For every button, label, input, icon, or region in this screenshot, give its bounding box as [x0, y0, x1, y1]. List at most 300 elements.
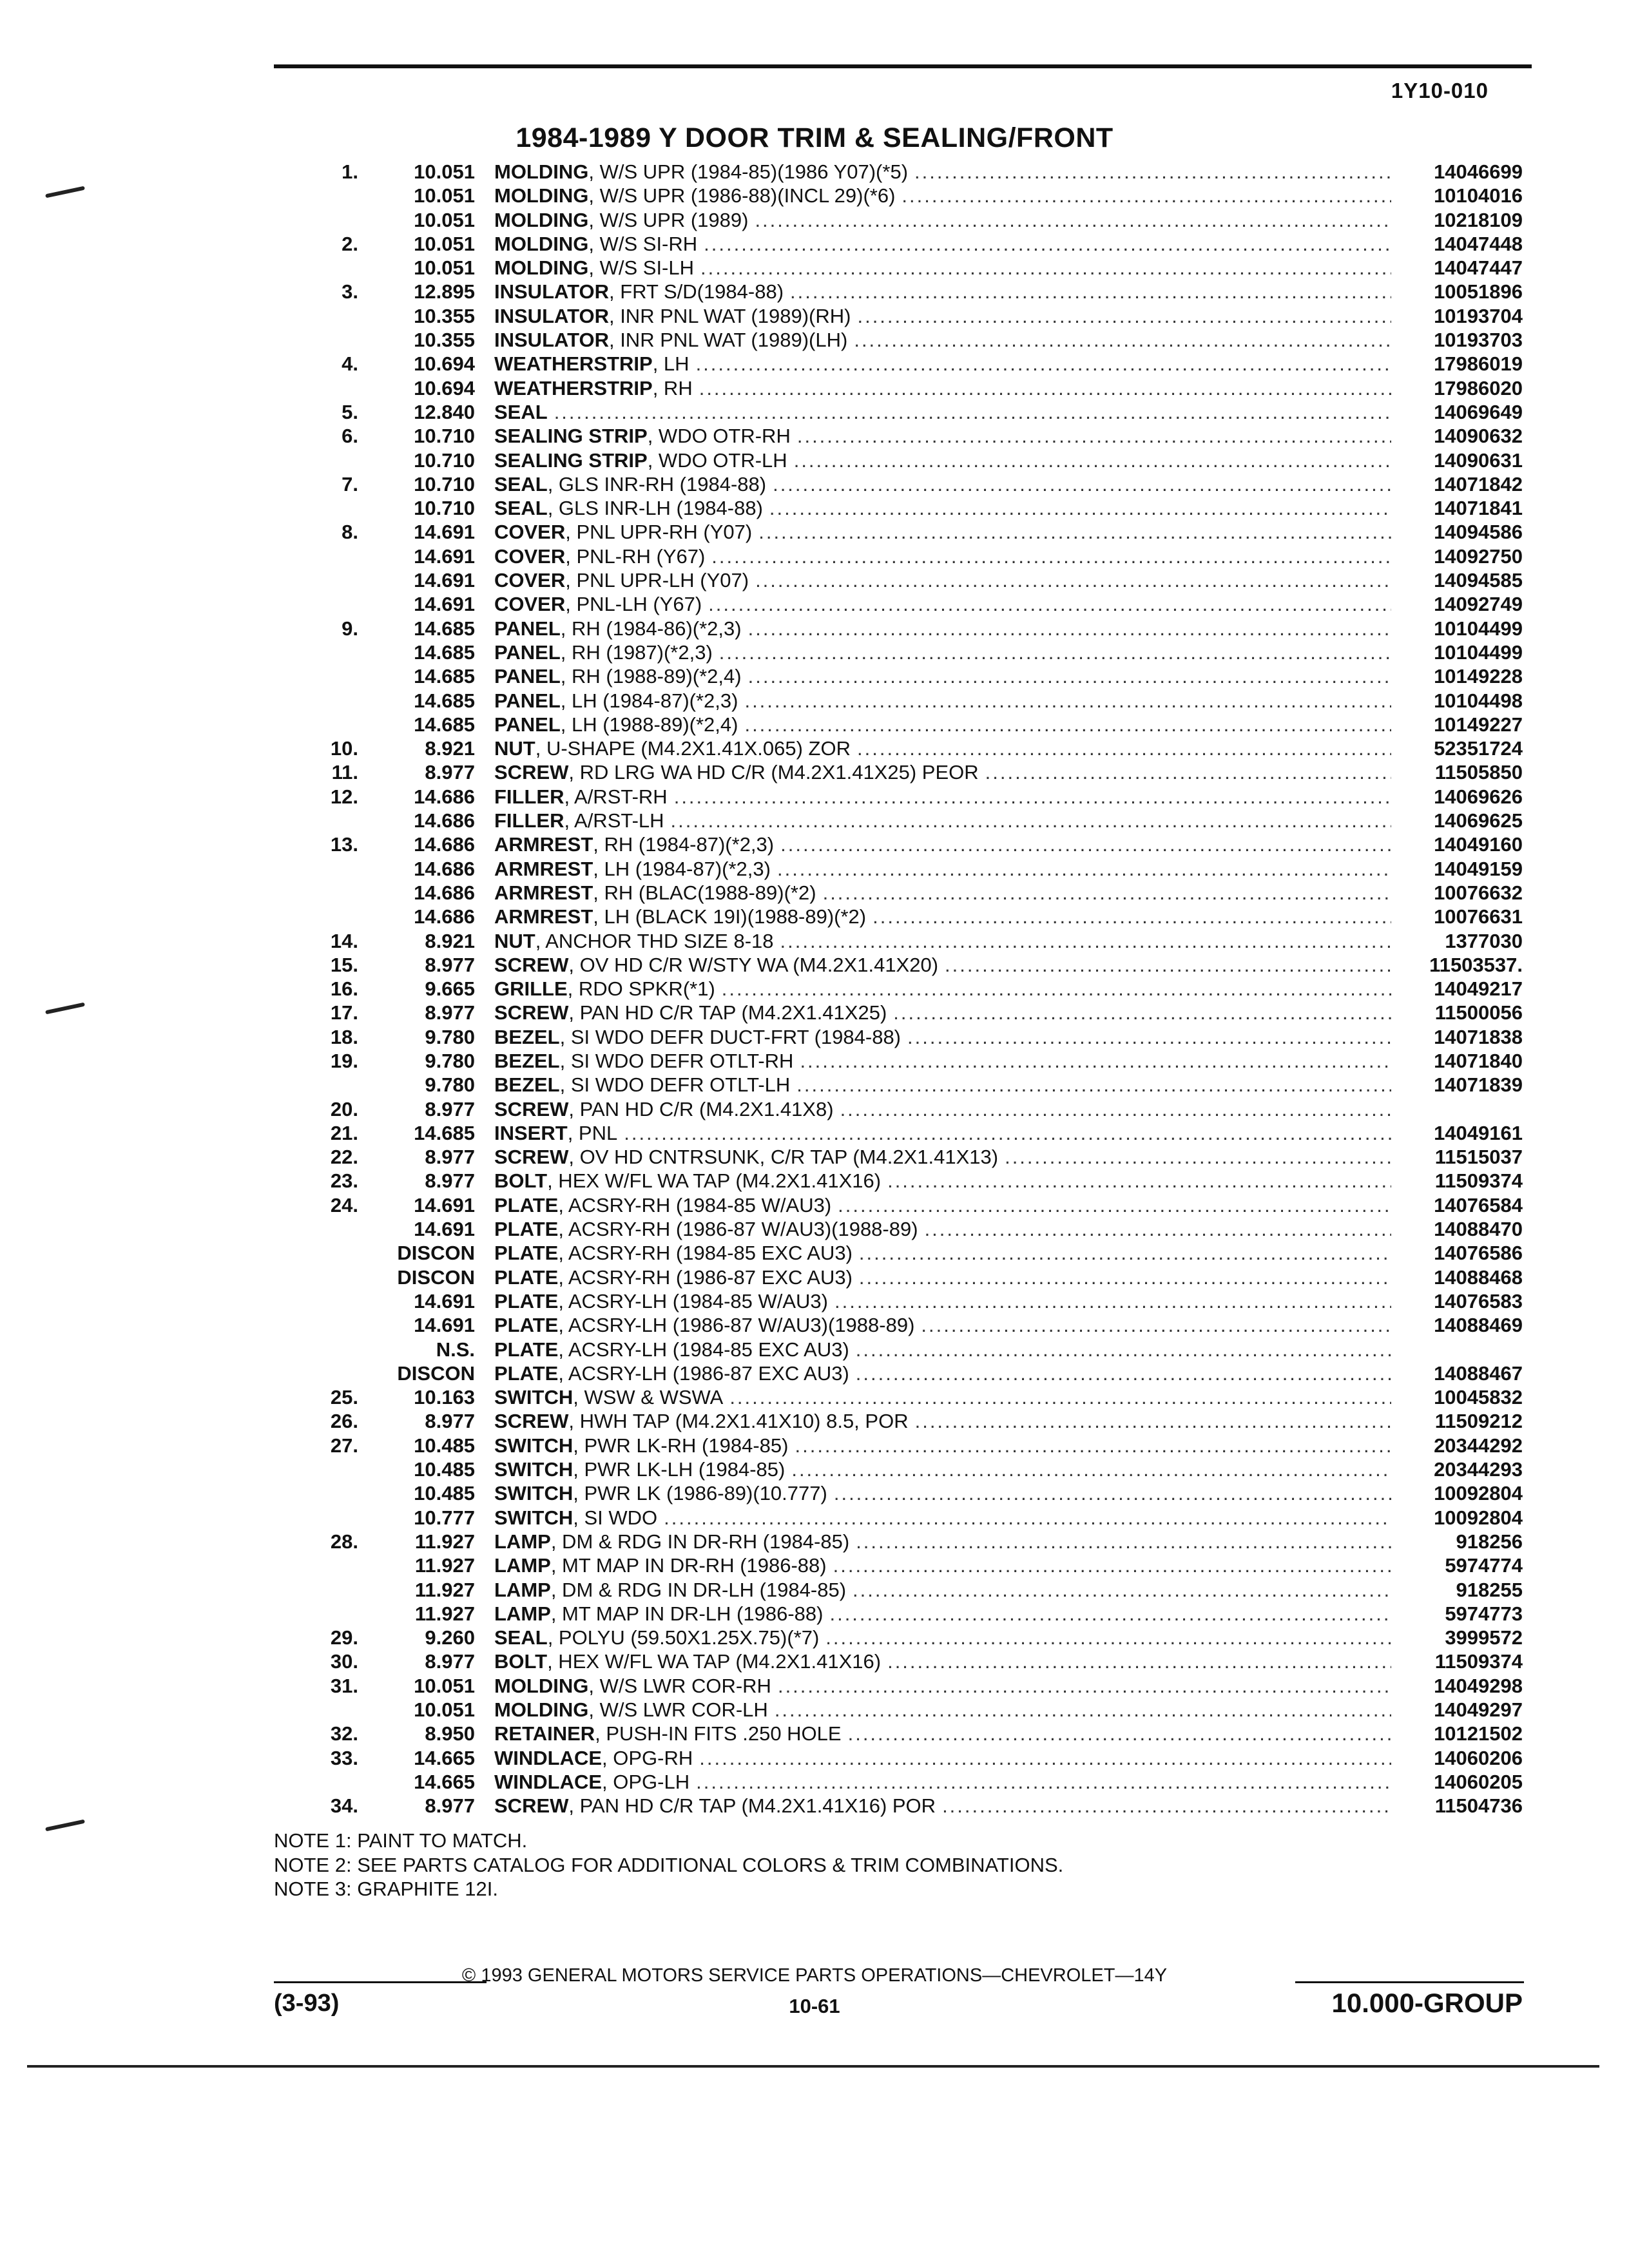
part-description [494, 977, 1391, 1001]
part-detail: , ACSRY-RH (1986-87 EXC AU3) [558, 1265, 853, 1289]
part-row [0, 256, 1629, 280]
part-number: 14069649 [1434, 400, 1523, 423]
part-name: PANEL [494, 617, 561, 640]
group-number: 10.051 [414, 208, 475, 231]
part-row [0, 1578, 1629, 1602]
part-description [494, 785, 1391, 809]
leader-dots [664, 809, 1391, 832]
part-name: PLATE [494, 1314, 559, 1337]
group-number: 8.977 [425, 1410, 475, 1433]
leader-dots [918, 1217, 1391, 1241]
part-detail: , W/S SI-LH [588, 256, 695, 280]
group-number: 8.950 [425, 1722, 475, 1745]
item-number: 10. [330, 737, 358, 760]
part-name: BEZEL [494, 1025, 560, 1048]
part-row [0, 1025, 1629, 1049]
part-description [494, 232, 1391, 256]
part-description [494, 664, 1391, 688]
part-description [494, 1385, 1391, 1409]
part-detail: , ACSRY-LH (1986-87 W/AU3)(1988-89) [558, 1314, 915, 1337]
part-detail: , RH [652, 376, 693, 399]
part-row [0, 1530, 1629, 1553]
part-row [0, 592, 1629, 616]
part-description [494, 1578, 1391, 1602]
part-description [494, 160, 1391, 184]
leader-dots [742, 617, 1391, 640]
leader-dots [936, 1794, 1391, 1818]
leader-dots [657, 1506, 1391, 1530]
page-number: 10-61 [789, 1995, 840, 2017]
item-number: 32. [330, 1722, 358, 1745]
part-number: 11505850 [1434, 761, 1523, 784]
part-number: 14071838 [1434, 1025, 1523, 1048]
part-name: INSERT [494, 1121, 568, 1144]
part-number: 10092804 [1434, 1506, 1523, 1529]
group-number: DISCON [397, 1265, 475, 1289]
group-number: 10.777 [414, 1506, 475, 1529]
leader-dots [887, 1001, 1391, 1024]
part-description [494, 881, 1391, 905]
group-number: 8.977 [425, 1146, 475, 1169]
part-number: 14088470 [1434, 1218, 1523, 1241]
part-row [0, 1649, 1629, 1673]
leader-dots [851, 304, 1391, 328]
leader-dots [853, 1265, 1391, 1289]
part-description [494, 1217, 1391, 1241]
part-description [494, 472, 1391, 496]
group-number: 10.710 [414, 448, 475, 472]
part-description [494, 905, 1391, 928]
part-description [494, 1265, 1391, 1289]
leader-dots [938, 953, 1391, 977]
leader-dots [702, 592, 1391, 616]
part-name: MOLDING [494, 256, 589, 280]
part-name: INSULATOR [494, 304, 609, 327]
leader-dots [768, 1698, 1391, 1722]
part-detail: , PNL [567, 1121, 618, 1144]
part-detail: , SI WDO [573, 1506, 658, 1529]
item-number: 26. [330, 1410, 358, 1433]
leader-dots [901, 1025, 1391, 1049]
item-number: 18. [330, 1025, 358, 1048]
item-number: 11. [331, 761, 358, 784]
leader-dots [771, 1674, 1391, 1698]
part-row [0, 1722, 1629, 1745]
part-row [0, 785, 1629, 809]
part-row [0, 496, 1629, 520]
part-detail: , INR PNL WAT (1989)(RH) [608, 304, 851, 327]
item-number: 24. [330, 1193, 358, 1216]
part-number: 10104499 [1434, 617, 1523, 640]
part-name: PLATE [494, 1193, 559, 1216]
group-number: 14.686 [414, 785, 475, 808]
part-row [0, 736, 1629, 760]
part-description [494, 352, 1391, 376]
leader-dots [738, 689, 1391, 713]
leader-dots [748, 208, 1391, 232]
group-number: 10.051 [414, 184, 475, 207]
part-number: 14069625 [1434, 809, 1523, 832]
notes-section [274, 1829, 1063, 1901]
part-description [494, 1145, 1391, 1169]
part-row [0, 1169, 1629, 1193]
leader-dots [908, 160, 1391, 184]
part-number: 5974773 [1445, 1602, 1523, 1625]
part-row [0, 664, 1629, 688]
group-number: 14.686 [414, 809, 475, 832]
part-row [0, 1506, 1629, 1530]
part-row [0, 1097, 1629, 1121]
part-number: 14071839 [1434, 1073, 1523, 1097]
part-description [494, 280, 1391, 303]
part-number: 10076632 [1434, 881, 1523, 904]
item-number: 9. [342, 617, 358, 640]
part-row [0, 809, 1629, 832]
part-name: MOLDING [494, 160, 589, 183]
part-description [494, 689, 1391, 713]
part-number: 10193704 [1434, 304, 1523, 327]
part-row [0, 1698, 1629, 1722]
part-description [494, 1313, 1391, 1337]
group-number: 10.051 [414, 232, 475, 255]
part-detail: , RD LRG WA HD C/R (M4.2X1.41X25) PEOR [568, 761, 979, 784]
part-name: LAMP [494, 1554, 551, 1577]
part-row [0, 1553, 1629, 1577]
part-detail: , SI WDO DEFR DUCT-FRT (1984-88) [559, 1025, 901, 1048]
part-number: 11509374 [1434, 1169, 1523, 1193]
part-number: 11503537. [1429, 953, 1523, 976]
part-detail: , SI WDO DEFR OTLT-LH [559, 1073, 791, 1097]
part-number: 10104498 [1434, 689, 1523, 712]
leader-dots [784, 280, 1391, 303]
part-detail: , MT MAP IN DR-RH (1986-88) [550, 1554, 827, 1577]
item-number: 28. [330, 1530, 358, 1553]
group-number: 14.685 [414, 640, 475, 664]
copyright-line: © 1993 GENERAL MOTORS SERVICE PARTS OPERATIONS—CHEVROLET—14Y [461, 1965, 1168, 1986]
part-detail: , OV HD CNTRSUNK, C/R TAP (M4.2X1.41X13) [568, 1146, 999, 1169]
leader-dots [787, 448, 1391, 472]
part-number: 17986020 [1434, 376, 1523, 399]
leader-dots [738, 713, 1391, 736]
leader-dots [771, 857, 1391, 881]
part-row [0, 1481, 1629, 1505]
leader-dots [752, 520, 1391, 544]
part-description [494, 1289, 1391, 1313]
part-row [0, 1193, 1629, 1217]
part-name: BOLT [494, 1650, 548, 1673]
item-number: 4. [342, 352, 358, 376]
part-row [0, 1217, 1629, 1241]
part-row [0, 857, 1629, 881]
group-number: 14.691 [414, 593, 475, 616]
part-name: INSULATOR [494, 329, 609, 352]
part-row [0, 232, 1629, 256]
part-number: 14049160 [1434, 833, 1523, 856]
part-detail: , GLS INR-RH (1984-88) [547, 472, 767, 495]
part-number: 14088469 [1434, 1314, 1523, 1337]
part-number: 14076583 [1434, 1289, 1523, 1312]
part-description [494, 184, 1391, 207]
group-number: 9.665 [425, 977, 475, 1001]
part-row [0, 160, 1629, 184]
group-number: 14.691 [414, 1218, 475, 1241]
group-number: 9.780 [425, 1073, 475, 1097]
part-description [494, 1722, 1391, 1745]
part-row [0, 1794, 1629, 1818]
leader-dots [785, 1457, 1391, 1481]
part-name: MOLDING [494, 184, 589, 207]
part-description [494, 1457, 1391, 1481]
part-number: 10149228 [1434, 665, 1523, 688]
part-description [494, 1025, 1391, 1049]
part-name: BEZEL [494, 1049, 560, 1072]
group-number: 11.927 [414, 1578, 475, 1601]
group-number: 8.977 [425, 1001, 475, 1024]
part-number: 14060205 [1434, 1770, 1523, 1793]
group-number: 10.051 [414, 1698, 475, 1721]
part-row [0, 328, 1629, 352]
part-description [494, 1338, 1391, 1361]
part-description [494, 1674, 1391, 1698]
leader-dots [790, 1073, 1391, 1097]
part-description [494, 520, 1391, 544]
part-description [494, 857, 1391, 881]
part-detail: , POLYU (59.50X1.25X.75)(*7) [547, 1626, 820, 1649]
part-detail: , PUSH-IN FITS .250 HOLE [595, 1722, 842, 1745]
group-number: 8.977 [425, 1097, 475, 1120]
part-number: 11509374 [1434, 1650, 1523, 1673]
item-number: 27. [330, 1434, 358, 1457]
leader-dots [819, 1626, 1391, 1649]
part-detail: , HEX W/FL WA TAP (M4.2X1.41X16) [547, 1169, 882, 1193]
part-row [0, 1145, 1629, 1169]
part-row [0, 1241, 1629, 1265]
part-detail: , ACSRY-LH (1986-87 EXC AU3) [558, 1361, 849, 1385]
part-name: PANEL [494, 665, 561, 688]
group-number: 9.780 [425, 1025, 475, 1048]
part-description [494, 832, 1391, 856]
part-detail: , ACSRY-LH (1984-85 EXC AU3) [558, 1338, 849, 1361]
part-detail: , A/RST-RH [564, 785, 668, 808]
part-number: 14076586 [1434, 1242, 1523, 1265]
page-title: 1984-1989 Y DOOR TRIM & SEALING/FRONT [516, 122, 1113, 153]
part-detail: , PWR LK-RH (1984-85) [573, 1434, 789, 1457]
part-detail: , LH [652, 352, 689, 376]
part-name: COVER [494, 544, 566, 568]
part-description [494, 953, 1391, 977]
leader-dots [881, 1649, 1391, 1673]
part-description [494, 1530, 1391, 1553]
part-description [494, 376, 1391, 400]
item-number: 8. [342, 521, 358, 544]
part-description [494, 1361, 1391, 1385]
group-number: 9.260 [425, 1626, 475, 1649]
part-number: 10045832 [1434, 1386, 1523, 1409]
part-name: PLATE [494, 1338, 559, 1361]
group-number: 14.665 [414, 1770, 475, 1793]
part-number: 14049298 [1434, 1674, 1523, 1697]
group-number: 14.685 [414, 689, 475, 712]
part-detail: , HEX W/FL WA TAP (M4.2X1.41X16) [547, 1650, 882, 1673]
part-detail: , ACSRY-LH (1984-85 W/AU3) [558, 1289, 828, 1312]
part-description [494, 809, 1391, 832]
leader-dots [849, 1361, 1391, 1385]
part-name: COVER [494, 521, 566, 544]
item-number: 34. [330, 1794, 358, 1818]
part-description [494, 617, 1391, 640]
part-name: ARMREST [494, 881, 593, 904]
part-row [0, 617, 1629, 640]
group-number: 10.710 [414, 472, 475, 495]
part-name: COVER [494, 569, 566, 592]
part-number: 20344293 [1434, 1458, 1523, 1481]
leader-dots [847, 328, 1391, 352]
part-number: 14088467 [1434, 1361, 1523, 1385]
part-name: SCREW [494, 953, 569, 976]
leader-dots [831, 1193, 1391, 1217]
group-number: 8.921 [425, 737, 475, 760]
part-name: WINDLACE [494, 1746, 602, 1769]
leader-dots [895, 184, 1391, 207]
part-row [0, 832, 1629, 856]
leader-dots [823, 1602, 1391, 1626]
part-detail: , ACSRY-RH (1986-87 W/AU3)(1988-89) [558, 1218, 918, 1241]
leader-dots [849, 1530, 1391, 1553]
part-detail: , OPG-RH [602, 1746, 693, 1769]
part-row [0, 184, 1629, 207]
part-name: COVER [494, 593, 566, 616]
part-name: ARMREST [494, 857, 593, 880]
part-number: 10104499 [1434, 640, 1523, 664]
parts-list [0, 160, 1629, 1818]
part-name: SCREW [494, 761, 569, 784]
part-detail: , PAN HD C/R TAP (M4.2X1.41X25) [568, 1001, 887, 1024]
part-row [0, 1289, 1629, 1313]
group-number: 11.927 [414, 1554, 475, 1577]
leader-dots [693, 376, 1391, 400]
part-name: ARMREST [494, 905, 593, 928]
group-number: 11.927 [414, 1602, 475, 1625]
group-number: 14.691 [414, 521, 475, 544]
part-name: PLATE [494, 1289, 559, 1312]
leader-dots [827, 1553, 1391, 1577]
part-row [0, 1001, 1629, 1024]
item-number: 6. [342, 425, 358, 448]
part-description [494, 1481, 1391, 1505]
part-description [494, 1121, 1391, 1145]
part-number: 14088468 [1434, 1265, 1523, 1289]
part-number: 14090632 [1434, 425, 1523, 448]
part-description [494, 1770, 1391, 1794]
part-name: MOLDING [494, 1674, 589, 1697]
part-detail: , LH (1988-89)(*2,4) [560, 713, 738, 736]
leader-dots [881, 1169, 1391, 1193]
note: NOTE 2: SEE PARTS CATALOG FOR ADDITIONAL COLORS & TRIM COMBINATIONS. [274, 1853, 1064, 1876]
part-description [494, 1506, 1391, 1530]
leader-dots [914, 1313, 1391, 1337]
part-detail: , RH (1984-86)(*2,3) [560, 617, 742, 640]
leader-dots [851, 736, 1391, 760]
part-detail: , MT MAP IN DR-LH (1986-88) [550, 1602, 824, 1625]
part-number: 14071841 [1434, 497, 1523, 520]
item-number: 13. [330, 833, 358, 856]
part-detail: , DM & RDG IN DR-RH (1984-85) [550, 1530, 850, 1553]
part-description [494, 1241, 1391, 1265]
part-row [0, 1626, 1629, 1649]
part-name: SEAL [494, 1626, 548, 1649]
part-number: 14094586 [1434, 521, 1523, 544]
part-row [0, 1602, 1629, 1626]
item-number: 16. [330, 977, 358, 1001]
part-row [0, 568, 1629, 592]
part-row [0, 280, 1629, 303]
part-name: FILLER [494, 785, 564, 808]
part-row [0, 640, 1629, 664]
group-number: 9.780 [425, 1049, 475, 1072]
part-number: 10121502 [1434, 1722, 1523, 1745]
part-name: SWITCH [494, 1434, 574, 1457]
part-description [494, 544, 1391, 568]
leader-dots [749, 568, 1391, 592]
part-number: 14047448 [1434, 232, 1523, 255]
leader-dots [998, 1145, 1391, 1169]
group-number: 14.686 [414, 857, 475, 880]
leader-dots [979, 760, 1391, 784]
part-number: 10051896 [1434, 280, 1523, 303]
part-number: 14049297 [1434, 1698, 1523, 1721]
part-description [494, 1649, 1391, 1673]
leader-dots [617, 1121, 1391, 1145]
part-row [0, 1265, 1629, 1289]
part-row [0, 1361, 1629, 1385]
part-detail: , W/S UPR (1984-85)(1986 Y07)(*5) [588, 160, 909, 183]
part-name: LAMP [494, 1602, 551, 1625]
part-number: 11509212 [1434, 1410, 1523, 1433]
binding-mark [45, 1820, 85, 1832]
leader-dots [866, 905, 1391, 928]
part-name: SEAL [494, 400, 548, 423]
part-detail: , W/S UPR (1986-88)(INCL 29)(*6) [588, 184, 896, 207]
leader-dots [788, 1434, 1391, 1457]
part-name: SEAL [494, 497, 548, 520]
part-row [0, 1338, 1629, 1361]
part-description [494, 328, 1391, 352]
part-row [0, 881, 1629, 905]
part-row [0, 977, 1629, 1001]
part-row [0, 689, 1629, 713]
part-name: PLATE [494, 1218, 559, 1241]
item-number: 30. [330, 1650, 358, 1673]
group-number: 14.691 [414, 569, 475, 592]
note: NOTE 1: PAINT TO MATCH. [274, 1829, 528, 1852]
part-detail: , SI WDO DEFR OTLT-RH [559, 1049, 794, 1072]
part-number: 10193703 [1434, 329, 1523, 352]
leader-dots [842, 1722, 1391, 1745]
item-number: 1. [342, 160, 358, 183]
part-row [0, 953, 1629, 977]
part-detail: , RH (1984-87)(*2,3) [593, 833, 775, 856]
group-number: 10.485 [414, 1434, 475, 1457]
leader-dots [694, 256, 1391, 280]
part-name: PANEL [494, 689, 561, 712]
part-name: NUT [494, 929, 535, 952]
part-name: PLATE [494, 1242, 559, 1265]
page-code: 1Y10-010 [1391, 79, 1489, 102]
part-number: 14076584 [1434, 1193, 1523, 1216]
part-row [0, 1457, 1629, 1481]
part-row [0, 352, 1629, 376]
part-row [0, 1770, 1629, 1794]
